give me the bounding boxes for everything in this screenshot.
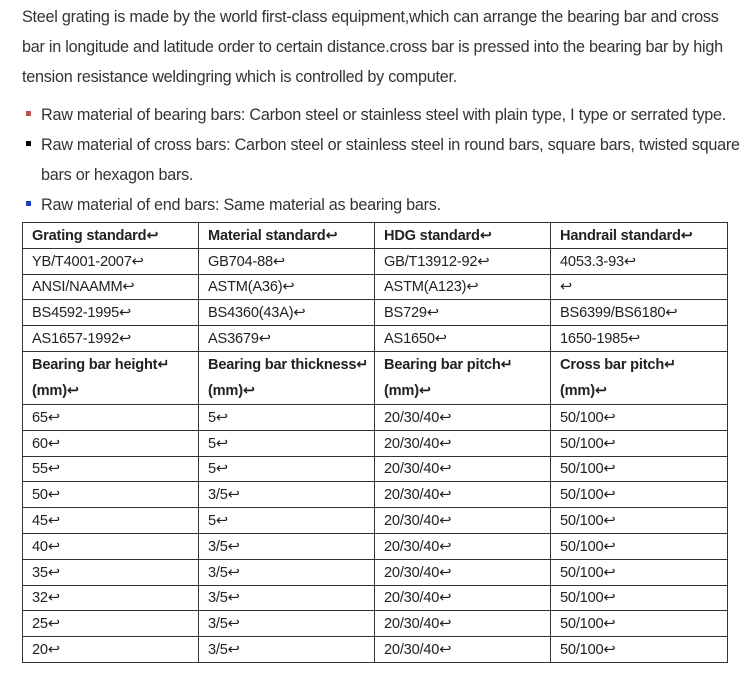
table-cell: 4053.3-93↩ (551, 248, 728, 274)
table-cell: 50/100↩ (551, 533, 728, 559)
header-line: Bearing bar pitch↵ (384, 356, 513, 373)
material-list (22, 100, 750, 220)
header-line: Bearing bar height↵ (32, 356, 170, 373)
table-row (23, 508, 728, 534)
table-cell: 50/100↩ (551, 637, 728, 663)
table-cell: GB/T13912-92↩ (375, 248, 551, 274)
table-row (23, 482, 728, 508)
header-cell: Grating standard↩ (23, 223, 199, 249)
table-row (23, 248, 728, 274)
list-item (22, 100, 750, 130)
table-cell: 20/30/40↩ (375, 430, 551, 456)
table-cell: AS3679↩ (199, 326, 375, 352)
table-cell: 50/100↩ (551, 559, 728, 585)
table-cell: 20↩ (23, 637, 199, 663)
header-line: Bearing bar thickness↵ (208, 356, 369, 373)
table-cell: GB704-88↩ (199, 248, 375, 274)
bullet-square-icon (26, 141, 31, 146)
table-cell: ASTM(A123)↩ (375, 274, 551, 300)
table-row (23, 430, 728, 456)
table-cell: 5↩ (199, 456, 375, 482)
table-cell: 20/30/40↩ (375, 611, 551, 637)
bullet-square-icon (26, 111, 31, 116)
header-cell (551, 351, 728, 404)
table-row (23, 300, 728, 326)
table-row (23, 274, 728, 300)
table-cell: BS6399/BS6180↩ (551, 300, 728, 326)
table-row (23, 637, 728, 663)
table-cell: 20/30/40↩ (375, 637, 551, 663)
table-cell: YB/T4001-2007↩ (23, 248, 199, 274)
table-cell: 1650-1985↩ (551, 326, 728, 352)
table-row (23, 456, 728, 482)
list-item-text: Raw material of end bars: Same material as bearing bars. (41, 196, 441, 214)
header-cell (199, 351, 375, 404)
table-cell: ANSI/NAAMM↩ (23, 274, 199, 300)
table-cell: 50/100↩ (551, 482, 728, 508)
table-cell: 50/100↩ (551, 611, 728, 637)
table-cell: 25↩ (23, 611, 199, 637)
table-cell: BS4592-1995↩ (23, 300, 199, 326)
table-cell: 3/5↩ (199, 637, 375, 663)
table-cell: 50/100↩ (551, 456, 728, 482)
table-header-row (23, 223, 728, 249)
table-cell: 20/30/40↩ (375, 404, 551, 430)
header-unit: (mm)↩ (384, 382, 431, 399)
table-row (23, 533, 728, 559)
table-cell: 20/30/40↩ (375, 585, 551, 611)
table-cell: 35↩ (23, 559, 199, 585)
header-cell: HDG standard↩ (375, 223, 551, 249)
header-cell: Material standard↩ (199, 223, 375, 249)
table-cell: 50/100↩ (551, 585, 728, 611)
table-cell: AS1650↩ (375, 326, 551, 352)
header-unit: (mm)↩ (208, 382, 255, 399)
table-cell: 3/5↩ (199, 533, 375, 559)
table-cell: BS729↩ (375, 300, 551, 326)
table-cell: 20/30/40↩ (375, 508, 551, 534)
table-row (23, 559, 728, 585)
bullet-square-icon (26, 201, 31, 206)
table-cell: ↩ (551, 274, 728, 300)
header-cell: Handrail standard↩ (551, 223, 728, 249)
table-cell: BS4360(43A)↩ (199, 300, 375, 326)
header-unit: (mm)↩ (32, 382, 79, 399)
table-cell: 45↩ (23, 508, 199, 534)
table-row (23, 611, 728, 637)
list-item-text: Raw material of cross bars: Carbon steel or stainless steel in round bars, square bars, twisted square bars or hexagon bars. (41, 136, 740, 184)
table-cell: 3/5↩ (199, 482, 375, 508)
table-cell: 3/5↩ (199, 559, 375, 585)
list-item-text: Raw material of bearing bars: Carbon steel or stainless steel with plain type, I type or serrated type. (41, 106, 727, 124)
table-cell: 20/30/40↩ (375, 456, 551, 482)
header-unit: (mm)↩ (560, 382, 607, 399)
table-cell: 50↩ (23, 482, 199, 508)
table-cell: 60↩ (23, 430, 199, 456)
table-row (23, 585, 728, 611)
header-cell (23, 351, 199, 404)
table-cell: 55↩ (23, 456, 199, 482)
table-cell: 3/5↩ (199, 611, 375, 637)
header-line: Cross bar pitch↵ (560, 356, 677, 373)
table-cell: 20/30/40↩ (375, 482, 551, 508)
table-row (23, 326, 728, 352)
table-cell: 50/100↩ (551, 430, 728, 456)
list-item (22, 190, 750, 220)
table-cell: 5↩ (199, 508, 375, 534)
table-cell: AS1657-1992↩ (23, 326, 199, 352)
table-cell: 32↩ (23, 585, 199, 611)
steel-grating-spec-table (22, 222, 728, 663)
table-cell: 5↩ (199, 430, 375, 456)
table-row (23, 404, 728, 430)
intro-paragraph: Steel grating is made by the world first-class equipment,which can arrange the bearing bar and cross bar in longitude and latitude order to certain distance.cross bar is pressed into the bearing bar by high tension resistance weldingring which is controlled by computer. (22, 8, 723, 86)
table-cell: 50/100↩ (551, 508, 728, 534)
table-header-row (23, 351, 728, 404)
table-cell: 20/30/40↩ (375, 559, 551, 585)
header-cell (375, 351, 551, 404)
table-cell: 3/5↩ (199, 585, 375, 611)
table-cell: 65↩ (23, 404, 199, 430)
table-cell: 50/100↩ (551, 404, 728, 430)
table-cell: 40↩ (23, 533, 199, 559)
list-item (22, 130, 750, 190)
table-cell: 5↩ (199, 404, 375, 430)
table-cell: ASTM(A36)↩ (199, 274, 375, 300)
table-cell: 20/30/40↩ (375, 533, 551, 559)
